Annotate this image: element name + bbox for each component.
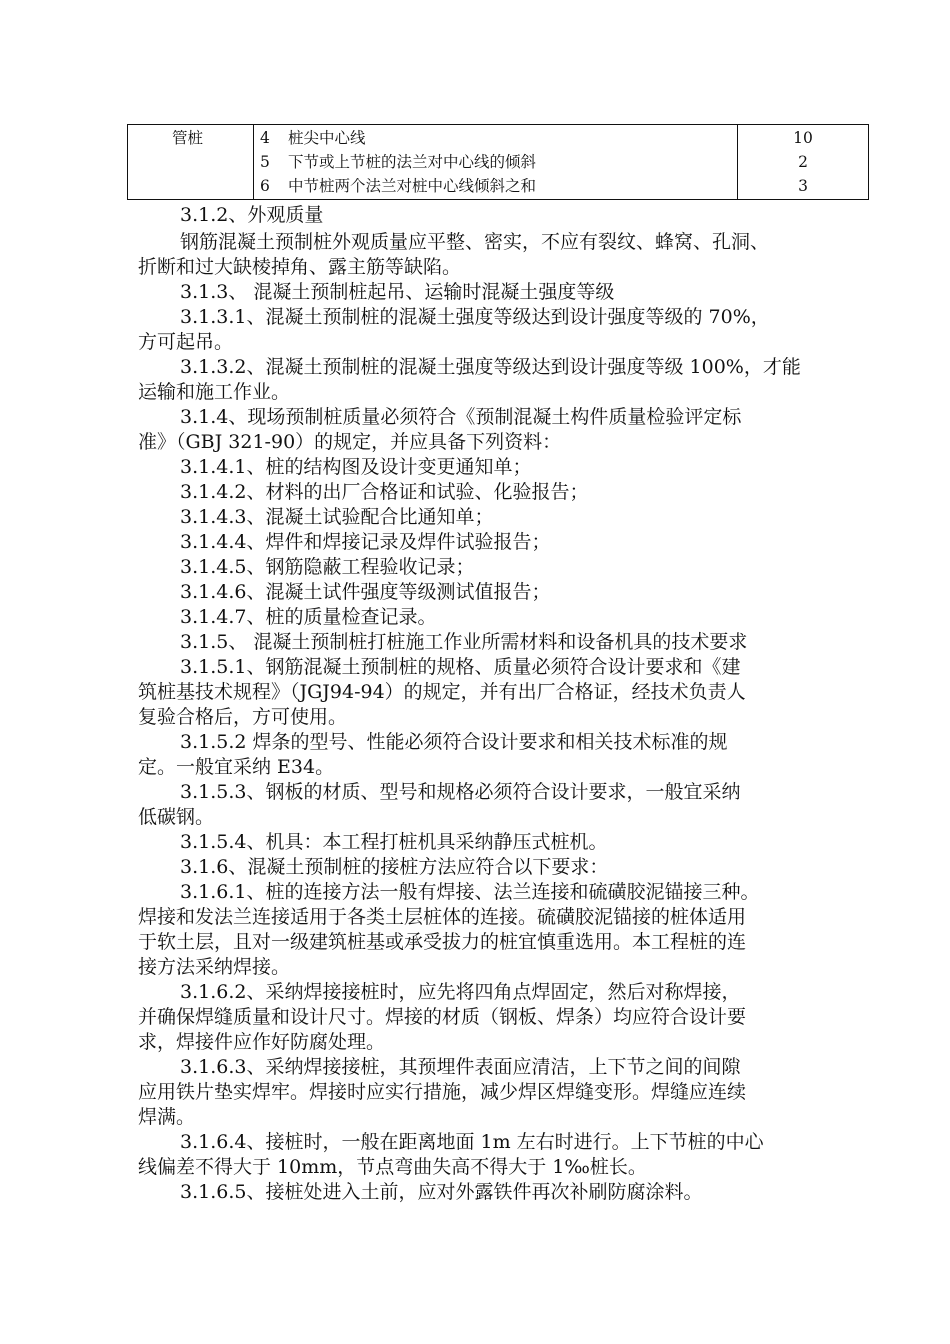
paragraph-line: 3.1.5.4、机具：本工程打桩机具采纳静压式桩机。 bbox=[180, 831, 608, 853]
section-heading: 3.1.6、混凝土预制桩的接桩方法应符合以下要求： bbox=[180, 856, 609, 878]
paragraph-line: 3.1.6.4、接桩时，一般在距离地面 1m 左右时进行。上下节桩的中心 bbox=[180, 1131, 764, 1153]
table-row-no: 6 bbox=[260, 177, 270, 195]
paragraph-line: 准》（GBJ 321-90）的规定，并应具备下列资料： bbox=[138, 431, 562, 453]
table-row-no: 4 bbox=[260, 129, 270, 147]
paragraph-line: 定。一般宜采纳 E34。 bbox=[138, 756, 335, 778]
paragraph-line: 3.1.3.2、混凝土预制桩的混凝土强度等级达到设计强度等级 100%，才能 bbox=[180, 356, 801, 378]
table-category: 管桩 bbox=[172, 129, 204, 147]
section-heading: 3.1.5、 混凝土预制桩打桩施工作业所需材料和设备机具的技术要求 bbox=[180, 631, 748, 653]
list-item: 3.1.4.5、钢筋隐蔽工程验收记录； bbox=[180, 556, 475, 578]
paragraph-line: 3.1.4、现场预制桩质量必须符合《预制混凝土构件质量检验评定标 bbox=[180, 406, 742, 428]
paragraph-line: 线偏差不得大于 10mm，节点弯曲失高不得大于 1‰桩长。 bbox=[138, 1156, 647, 1178]
section-heading: 3.1.2、外观质量 bbox=[180, 204, 324, 226]
paragraph-line: 3.1.5.3、钢板的材质、型号和规格必须符合设计要求，一般宜采纳 bbox=[180, 781, 741, 803]
paragraph-line: 3.1.6.5、接桩处进入土前，应对外露铁件再次补刷防腐涂料。 bbox=[180, 1181, 703, 1203]
paragraph-line: 钢筋混凝土预制桩外观质量应平整、密实，不应有裂纹、蜂窝、孔洞、 bbox=[180, 231, 770, 253]
section-heading: 3.1.3、 混凝土预制桩起吊、运输时混凝土强度等级 bbox=[180, 281, 615, 303]
list-item: 3.1.4.7、桩的质量检查记录。 bbox=[180, 606, 437, 628]
paragraph-line: 应用铁片垫实焊牢。焊接时应实行措施，减少焊区焊缝变形。焊缝应连续 bbox=[138, 1081, 747, 1103]
paragraph-line: 焊满。 bbox=[138, 1106, 196, 1128]
list-item: 3.1.4.2、材料的出厂合格证和试验、化验报告； bbox=[180, 481, 589, 503]
paragraph-line: 3.1.5.1、钢筋混凝土预制桩的规格、质量必须符合设计要求和《建 bbox=[180, 656, 741, 678]
paragraph-line: 求，焊接件应作好防腐处理。 bbox=[138, 1031, 386, 1053]
paragraph-line: 于软土层，且对一级建筑桩基或承受拔力的桩宜慎重选用。本工程桩的连 bbox=[138, 931, 747, 953]
paragraph-line: 折断和过大缺棱掉角、露主筋等缺陷。 bbox=[138, 256, 462, 278]
table-row-item: 桩尖中心线 bbox=[288, 129, 366, 147]
paragraph-line: 筑桩基技术规程》（JGJ94-94）的规定，并有出厂合格证，经技术负责人 bbox=[138, 681, 746, 703]
paragraph-line: 运输和施工作业。 bbox=[138, 381, 291, 403]
table-row-item: 下节或上节桩的法兰对中心线的倾斜 bbox=[288, 153, 537, 171]
paragraph-line: 3.1.5.2 焊条的型号、性能必须符合设计要求和相关技术标准的规 bbox=[180, 731, 728, 753]
table-row-value: 2 bbox=[798, 153, 808, 171]
paragraph-line: 焊接和发法兰连接适用于各类土层桩体的连接。硫磺胶泥锚接的桩体适用 bbox=[138, 906, 747, 928]
table-item-column bbox=[254, 125, 738, 199]
list-item: 3.1.4.3、混凝土试验配合比通知单； bbox=[180, 506, 494, 528]
table-value-column bbox=[738, 125, 868, 199]
table-row-value: 10 bbox=[793, 129, 813, 147]
paragraph-line: 复验合格后，方可使用。 bbox=[138, 706, 348, 728]
paragraph-line: 3.1.6.3、采纳焊接接桩，其预埋件表面应清洁，上下节之间的间隙 bbox=[180, 1056, 741, 1078]
paragraph-line: 低碳钢。 bbox=[138, 806, 215, 828]
table-row-item: 中节桩两个法兰对桩中心线倾斜之和 bbox=[288, 177, 537, 195]
paragraph-line: 方可起吊。 bbox=[138, 331, 234, 353]
paragraph-line: 3.1.6.2、采纳焊接接桩时，应先将四角点焊固定，然后对称焊接， bbox=[180, 981, 741, 1003]
paragraph-line: 接方法采纳焊接。 bbox=[138, 956, 291, 978]
table-row-value: 3 bbox=[798, 177, 808, 195]
list-item: 3.1.4.6、混凝土试件强度等级测试值报告； bbox=[180, 581, 551, 603]
paragraph-line: 并确保焊缝质量和设计尺寸。焊接的材质（钢板、焊条）均应符合设计要 bbox=[138, 1006, 747, 1028]
paragraph-line: 3.1.3.1、混凝土预制桩的混凝土强度等级达到设计强度等级的 70%， bbox=[180, 306, 770, 328]
list-item: 3.1.4.1、桩的结构图及设计变更通知单； bbox=[180, 456, 532, 478]
tolerance-table bbox=[127, 124, 869, 200]
list-item: 3.1.4.4、焊件和焊接记录及焊件试验报告； bbox=[180, 531, 551, 553]
table-row-no: 5 bbox=[260, 153, 270, 171]
paragraph-line: 3.1.6.1、桩的连接方法一般有焊接、法兰连接和硫磺胶泥锚接三种。 bbox=[180, 881, 760, 903]
table-category-column bbox=[128, 125, 254, 199]
